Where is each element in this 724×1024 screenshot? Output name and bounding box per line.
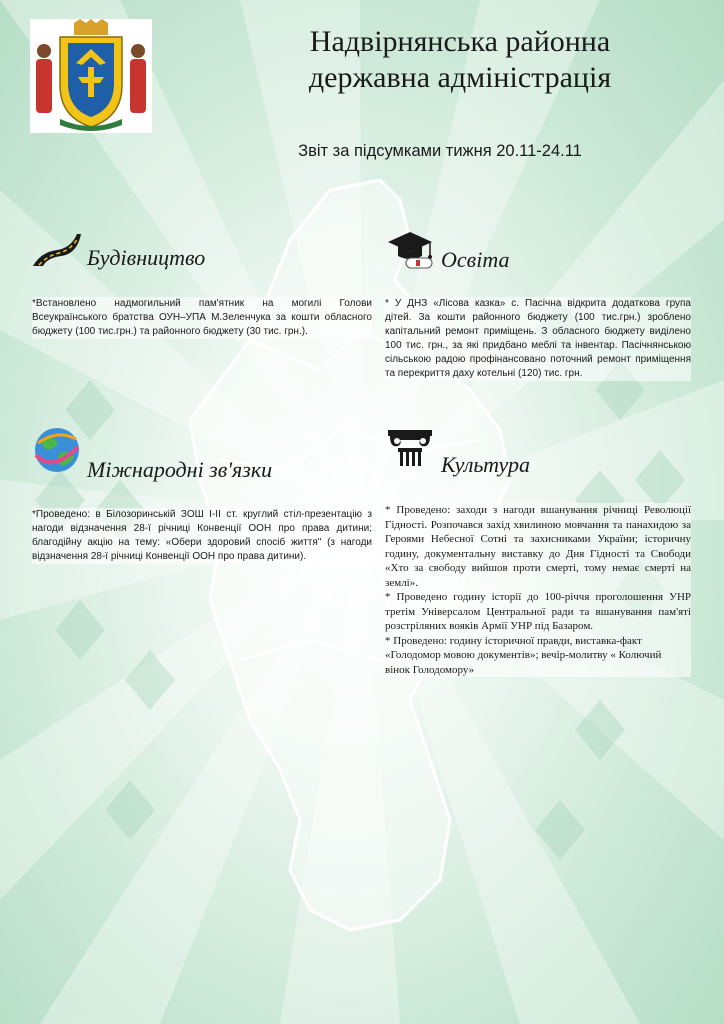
culture-heading: Культура xyxy=(441,452,530,477)
report-subtitle: Звіт за підсумками тижня 20.11-24.11 xyxy=(298,142,582,160)
coat-of-arms xyxy=(30,19,152,133)
international-paragraph: *Проведено: в Білозоринській ЗОШ І-ІІ ст. круглий стіл-презентацію з нагоди відзначення 28-ї річниці Конвенції ООН про права дитини; благодійну акцію на тему: «Обери здоровий спосіб життя" (з нагоди відзначення 28-ї річниці Конвенції ООН про права дитини). xyxy=(32,509,372,562)
construction-paragraph: *Встановлено надмогильний пам'ятник на могилі Голови Всеукраїнського братства ОУН–УПА М.Зеленчука за кошти обласного бюджету (100 тис.грн.) та районного бюджету (30 тис. грн.). xyxy=(32,298,372,337)
globe-icon xyxy=(32,425,82,475)
construction-icon-box xyxy=(31,232,81,268)
title-line-2: державна адміністрація xyxy=(308,61,612,94)
coat-of-arms-icon xyxy=(30,19,152,133)
education-text xyxy=(385,297,691,381)
international-text xyxy=(32,508,372,564)
culture-paragraph-2: * Проведено годину історії до 100-річчя проголошення УНР третім Універсалом Центральної ради та вшанування пам'яті розстріляних вояків Армії УНР під Базаром. xyxy=(385,591,691,632)
international-icon-box xyxy=(32,425,82,475)
international-heading: Міжнародні зв'язки xyxy=(87,457,273,482)
culture-text xyxy=(385,503,691,677)
graduation-cap-icon xyxy=(386,230,436,270)
column-capital-icon xyxy=(386,428,434,468)
title-line-1: Надвірнянська районна xyxy=(309,25,611,58)
page-title xyxy=(240,24,680,96)
education-icon-box xyxy=(386,230,436,270)
construction-heading: Будівництво xyxy=(87,245,206,270)
culture-icon-box xyxy=(386,428,434,468)
road-icon xyxy=(31,232,81,268)
construction-text xyxy=(32,297,372,339)
culture-paragraph-1: * Проведено: заходи з нагоди вшанування річниці Революції Гідності. Розпочався захід хвилиною мовчання та панахидою за Героями Небесної Сотні та захисниками України; історичну годину, документальну виставку до Дня Гідності та Свободи «Хто за свободу вийшов проти смерті, тому немає смерті на землі». xyxy=(385,504,691,589)
culture-paragraph-3: * Проведено: годину історичної правди, виставка-факт «Голодомор мовою документів»; вечір-молитву « Колючий вінок Голодомору» xyxy=(385,634,662,676)
education-paragraph: * У ДНЗ «Лісова казка» с. Пасічна відкрита додаткова група дітей. За кошти районного бюджету (100 тис.грн.) зроблено капітальний ремонт приміщень. З обласного бюджету виділено 100 тис. грн., за які придбано меблі та інвентар. Пасічнянською сільською радою профінансовано поточний ремонт приміщення та перекриття даху котельні (120) тис. грн. xyxy=(385,298,691,379)
education-heading: Освіта xyxy=(441,247,510,272)
